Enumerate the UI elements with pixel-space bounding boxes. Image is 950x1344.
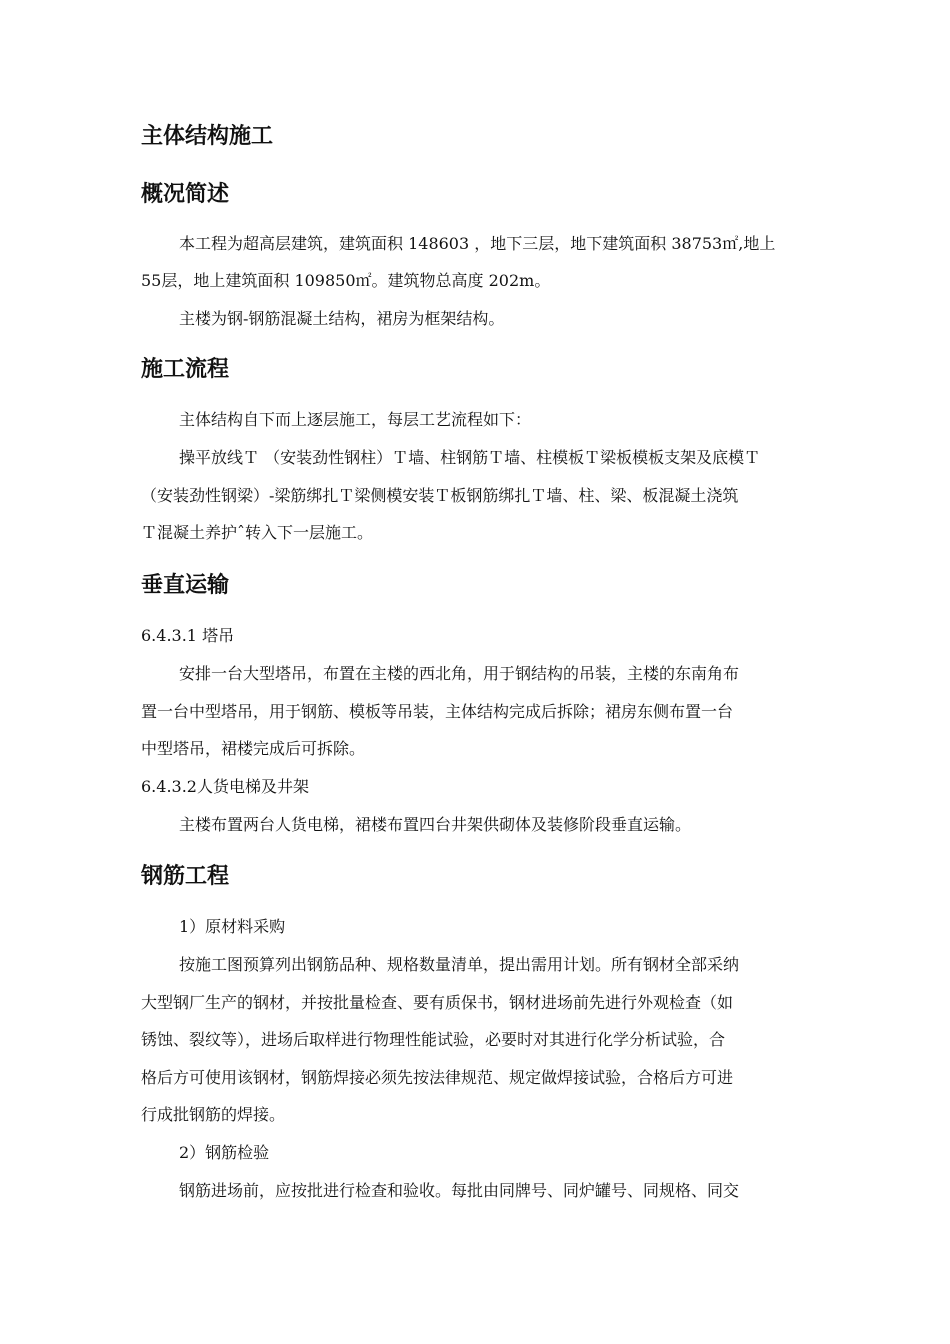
process-flow-line: 操平放线Ｔ （安装劲性钢柱）Ｔ墙、柱钢筋Ｔ墙、柱模板Ｔ梁板模板支架及底模Ｔ bbox=[179, 448, 761, 467]
process-flow-line: （安装劲性钢梁）-梁筋绑扎Ｔ梁侧模安装Ｔ板钢筋绑扎Ｔ墙、柱、梁、板混凝土浇筑 bbox=[141, 486, 739, 505]
rebar-item-inspection: 2）钢筋检验 bbox=[179, 1143, 270, 1162]
overview-paragraph-line: 本工程为超高层建筑，建筑面积 148603 ，地下三层，地下建筑面积 38753㎡,地上 bbox=[179, 234, 776, 253]
overview-paragraph-line: 55层，地上建筑面积 109850㎡。建筑物总高度 202m。 bbox=[141, 271, 551, 290]
inspection-line: 钢筋进场前，应按批进行检查和验收。每批由同牌号、同炉罐号、同规格、同交 bbox=[179, 1181, 740, 1200]
process-flow-line: Ｔ混凝土养护ˆ转入下一层施工。 bbox=[141, 523, 374, 542]
tower-crane-line: 中型塔吊，裙楼完成后可拆除。 bbox=[141, 739, 366, 758]
section-heading-process: 施工流程 bbox=[141, 356, 230, 382]
subheading-elevator: 6.4.3.2人货电梯及井架 bbox=[141, 777, 309, 796]
procurement-line: 行成批钢筋的焊接。 bbox=[141, 1105, 286, 1124]
tower-crane-line: 安排一台大型塔吊，布置在主楼的西北角，用于钢结构的吊装，主楼的东南角布 bbox=[179, 664, 740, 683]
subheading-tower-crane: 6.4.3.1 塔吊 bbox=[141, 626, 235, 645]
tower-crane-line: 置一台中型塔吊，用于钢筋、模板等吊装，主体结构完成后拆除；裙房东侧布置一台 bbox=[141, 702, 734, 721]
section-heading-overview: 概况简述 bbox=[141, 181, 230, 207]
page-title: 主体结构施工 bbox=[141, 123, 274, 149]
section-heading-rebar: 钢筋工程 bbox=[141, 863, 230, 889]
procurement-line: 大型钢厂生产的钢材，并按批量检查、要有质保书，钢材进场前先进行外观检查（如 bbox=[141, 993, 734, 1012]
elevator-paragraph: 主楼布置两台人货电梯，裙楼布置四台井架供砌体及装修阶段垂直运输。 bbox=[179, 815, 692, 834]
section-heading-vertical: 垂直运输 bbox=[141, 572, 230, 598]
overview-paragraph: 主楼为钢-钢筋混凝土结构，裙房为框架结构。 bbox=[179, 309, 505, 328]
procurement-line: 按施工图预算列出钢筋品种、规格数量清单，提出需用计划。所有钢材全部采纳 bbox=[179, 955, 740, 974]
procurement-line: 锈蚀、裂纹等），进场后取样进行物理性能试验，必要时对其进行化学分析试验，合 bbox=[141, 1030, 726, 1049]
procurement-line: 格后方可使用该钢材，钢筋焊接必须先按法律规范、规定做焊接试验，合格后方可进 bbox=[141, 1068, 734, 1087]
process-paragraph: 主体结构自下而上逐层施工，每层工艺流程如下： bbox=[179, 410, 532, 429]
rebar-item-procurement: 1）原材料采购 bbox=[179, 917, 286, 936]
